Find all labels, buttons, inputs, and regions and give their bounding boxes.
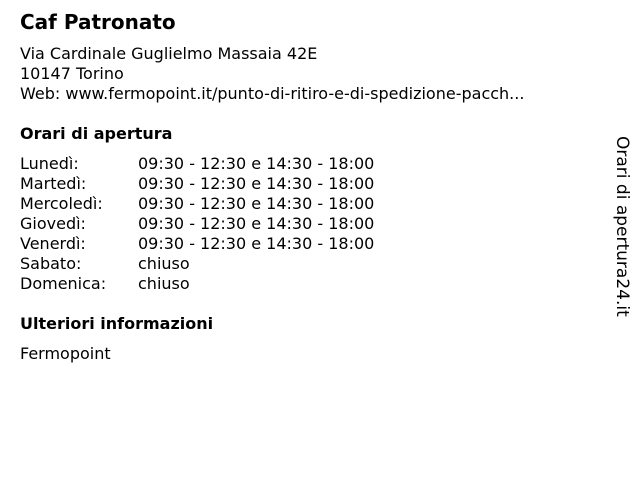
site-watermark: Orari di apertura24.it [612,136,632,317]
opening-hours-list [20,154,440,294]
day-label: Martedì: [20,174,87,193]
more-info-text: Fermopoint [20,344,111,363]
day-label: Mercoledì: [20,194,103,213]
opening-hours-heading: Orari di apertura [20,124,173,143]
day-label: Sabato: [20,254,82,273]
hours-row-monday [20,154,440,174]
address-line: Via Cardinale Guglielmo Massaia 42E [20,44,318,63]
more-info-heading: Ulteriori informazioni [20,314,214,333]
hours-row-sunday [20,274,440,294]
time-value: 09:30 - 12:30 e 14:30 - 18:00 [138,214,375,233]
time-value: 09:30 - 12:30 e 14:30 - 18:00 [138,174,375,193]
hours-row-saturday [20,254,440,274]
city-line: 10147 Torino [20,64,124,83]
day-label: Venerdì: [20,234,86,253]
business-name: Caf Patronato [20,10,176,34]
time-value: chiuso [138,254,190,273]
time-value: 09:30 - 12:30 e 14:30 - 18:00 [138,234,375,253]
hours-row-tuesday [20,174,440,194]
website-line[interactable]: Web: www.fermopoint.it/punto-di-ritiro-e-di-spedizione-pacch... [20,84,525,103]
hours-row-thursday [20,214,440,234]
day-label: Giovedì: [20,214,86,233]
time-value: 09:30 - 12:30 e 14:30 - 18:00 [138,154,375,173]
address-block [20,44,524,104]
time-value: chiuso [138,274,190,293]
time-value: 09:30 - 12:30 e 14:30 - 18:00 [138,194,375,213]
day-label: Lunedì: [20,154,79,173]
day-label: Domenica: [20,274,107,293]
hours-row-wednesday [20,194,440,214]
hours-row-friday [20,234,440,254]
